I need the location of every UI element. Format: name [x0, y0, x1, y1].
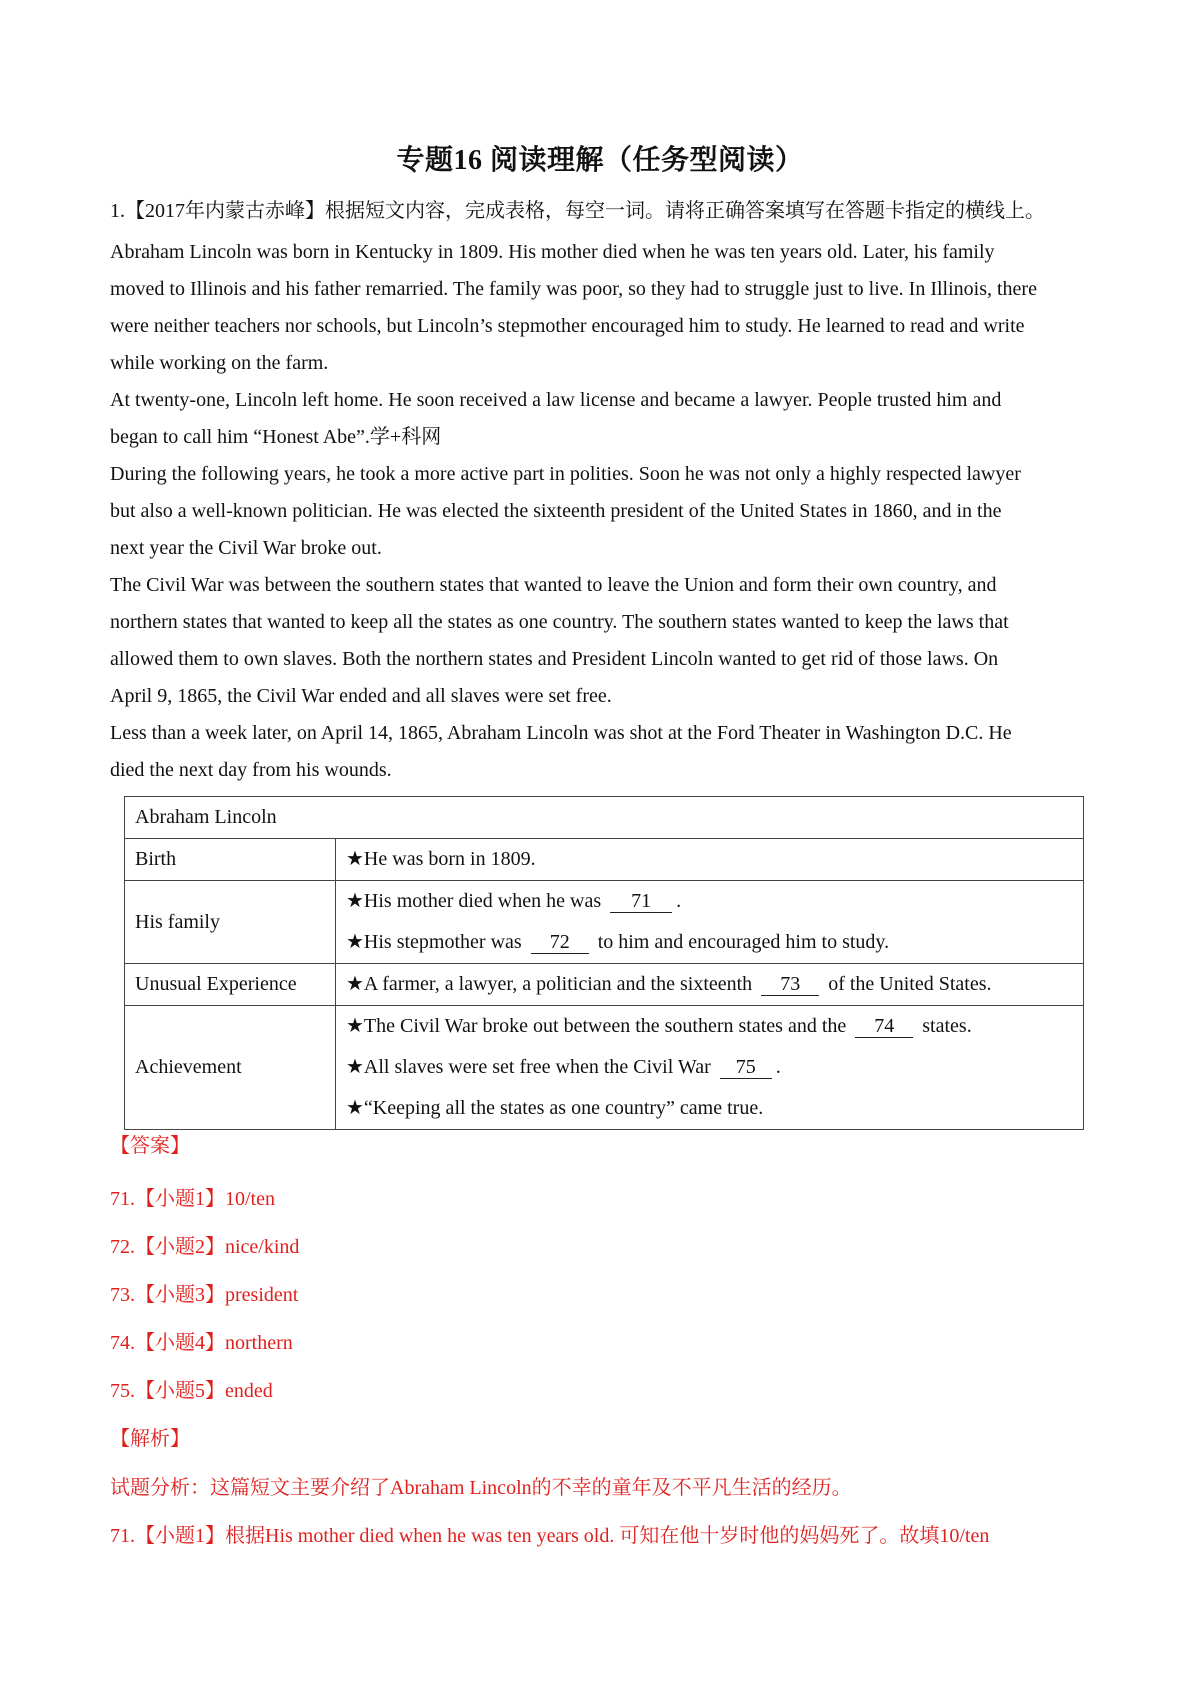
passage-line: Abraham Lincoln was born in Kentucky in 1809. His mother died when he was ten years old. Later, his family	[110, 241, 995, 263]
table-header-cell: Abraham Lincoln	[125, 797, 1084, 839]
passage-line: allowed them to own slaves. Both the northern states and President Lincoln wanted to get rid of those laws. On	[110, 648, 999, 670]
blank-73: 73	[761, 973, 819, 996]
row-content-birth: ★He was born in 1809.	[336, 839, 1084, 881]
passage-line: died the next day from his wounds.	[110, 759, 392, 781]
answer-item: 74.【小题4】northern	[110, 1332, 293, 1354]
family-line-1: ★His mother died when he was 71 .	[346, 890, 682, 912]
passage-line: began to call him “Honest Abe”.学+科网	[110, 426, 442, 448]
passage-line: Less than a week later, on April 14, 1865, Abraham Lincoln was shot at the Ford Theater in Washington D.C. He	[110, 722, 1012, 744]
blank-74: 74	[855, 1015, 913, 1038]
blank-71: 71	[610, 890, 672, 913]
table-row-birth	[125, 839, 1084, 881]
lincoln-info-table	[124, 796, 1084, 1130]
row-label-experience: Unusual Experience	[125, 964, 336, 1006]
passage-line: next year the Civil War broke out.	[110, 537, 382, 559]
analysis-heading: 【解析】	[110, 1428, 190, 1450]
row-label-family: His family	[125, 881, 336, 964]
table-row-family	[125, 881, 1084, 964]
family-line-2: ★His stepmother was 72 to him and encouraged him to study.	[346, 931, 890, 953]
row-label-achievement: Achievement	[125, 1006, 336, 1130]
blank-72: 72	[531, 931, 589, 954]
passage-line: moved to Illinois and his father remarried. The family was poor, so they had to struggle just to live. In Illinois, there	[110, 278, 1037, 300]
passage-line: northern states that wanted to keep all the states as one country. The southern states wanted to keep the laws that	[110, 611, 1009, 633]
passage-line: At twenty-one, Lincoln left home. He soon received a law license and became a lawyer. People trusted him and	[110, 389, 1002, 411]
question-intro: 1.【2017年内蒙古赤峰】根据短文内容，完成表格，每空一词。请将正确答案填写在答题卡指定的横线上。	[110, 200, 1045, 222]
page-title: 专题16 阅读理解（任务型阅读）	[396, 145, 804, 176]
row-content-experience: ★A farmer, a lawyer, a politician and the sixteenth 73 of the United States.	[336, 964, 1084, 1006]
row-content-achievement: ★The Civil War broke out between the southern states and the 74 states. ★All slaves were set free when the Civil War 75 . ★“Keeping all the states as one country” came true.	[336, 1006, 1084, 1130]
answer-item: 71.【小题1】10/ten	[110, 1188, 275, 1210]
row-content-family	[336, 881, 1084, 964]
table-row-experience	[125, 964, 1084, 1006]
passage-line: April 9, 1865, the Civil War ended and all slaves were set free.	[110, 685, 612, 707]
passage-line: The Civil War was between the southern states that wanted to leave the Union and form their own country, and	[110, 574, 997, 596]
row-label-birth: Birth	[125, 839, 336, 881]
table-header-row	[125, 797, 1084, 839]
passage-line: but also a well-known politician. He was elected the sixteenth president of the United States in 1860, and in the	[110, 500, 1002, 522]
answer-heading: 【答案】	[110, 1135, 190, 1157]
passage-line: were neither teachers nor schools, but Lincoln’s stepmother encouraged him to study. He learned to read and write	[110, 315, 1025, 337]
table-row-achievement	[125, 1006, 1084, 1130]
answer-item: 73.【小题3】president	[110, 1284, 299, 1306]
reading-passage	[110, 234, 1110, 789]
answer-item: 75.【小题5】ended	[110, 1380, 273, 1402]
passage-line: During the following years, he took a more active part in polities. Soon he was not only a highly respected lawyer	[110, 463, 1021, 485]
blank-75: 75	[720, 1056, 772, 1079]
analysis-summary: 试题分析：这篇短文主要介绍了Abraham Lincoln的不幸的童年及不平凡生活的经历。	[110, 1477, 852, 1499]
passage-line: while working on the farm.	[110, 352, 329, 374]
analysis-question-1: 71.【小题1】根据His mother died when he was ten years old. 可知在他十岁时他的妈妈死了。故填10/ten	[110, 1525, 990, 1547]
answer-item: 72.【小题2】nice/kind	[110, 1236, 300, 1258]
